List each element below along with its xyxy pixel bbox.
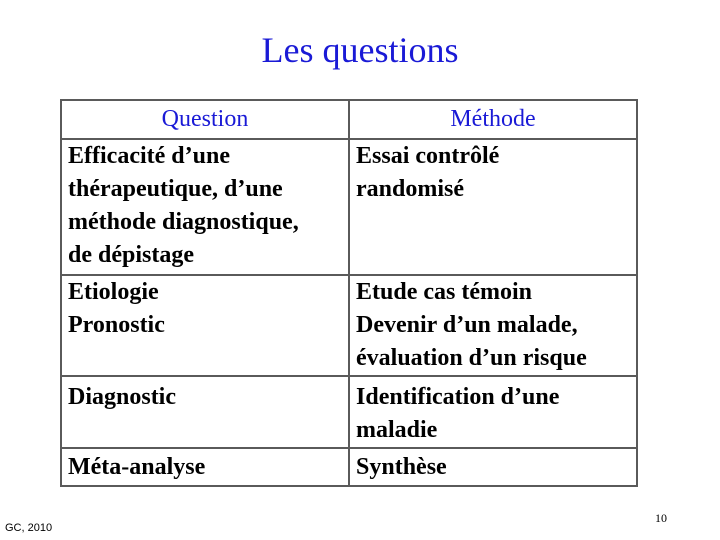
methode-text: Devenir d’un malade, [356, 312, 578, 338]
methode-text: Essai contrôlé [356, 143, 500, 169]
table-row [61, 309, 637, 376]
methode-text: maladie [356, 417, 438, 443]
question-cell [61, 309, 349, 376]
methode-cell [349, 275, 637, 309]
question-text: Pronostic [68, 312, 165, 338]
question-cell [61, 448, 349, 486]
question-text: thérapeutique, d’une [68, 176, 283, 202]
methode-text: Etude cas témoin [356, 279, 532, 305]
methode-cell [349, 376, 637, 448]
methode-cell [349, 139, 637, 275]
methode-text: Identification d’une [356, 384, 560, 410]
page-number: 10 [655, 511, 667, 525]
question-text: méthode diagnostique, [68, 209, 299, 235]
table-row [61, 376, 637, 448]
table-row [61, 448, 637, 486]
header-question: Question [61, 100, 349, 139]
question-text: Diagnostic [68, 384, 176, 410]
methode-text: randomisé [356, 176, 464, 202]
methode-text: Synthèse [356, 454, 447, 480]
question-text: Méta-analyse [68, 454, 206, 480]
table-row [61, 139, 637, 275]
table-header-row [61, 100, 637, 139]
questions-table [60, 99, 638, 487]
methode-text: évaluation d’un risque [356, 345, 587, 371]
question-cell [61, 376, 349, 448]
question-cell [61, 139, 349, 275]
header-methode: Méthode [349, 100, 637, 139]
footer-author-date: GC, 2010 [5, 522, 53, 534]
question-text: Etiologie [68, 279, 159, 305]
question-cell [61, 275, 349, 309]
question-text: Efficacité d’une [68, 143, 230, 169]
slide-title: Les questions [261, 30, 459, 70]
methode-cell [349, 448, 637, 486]
methode-cell [349, 309, 637, 376]
question-text: de dépistage [68, 242, 194, 268]
table-row [61, 275, 637, 309]
